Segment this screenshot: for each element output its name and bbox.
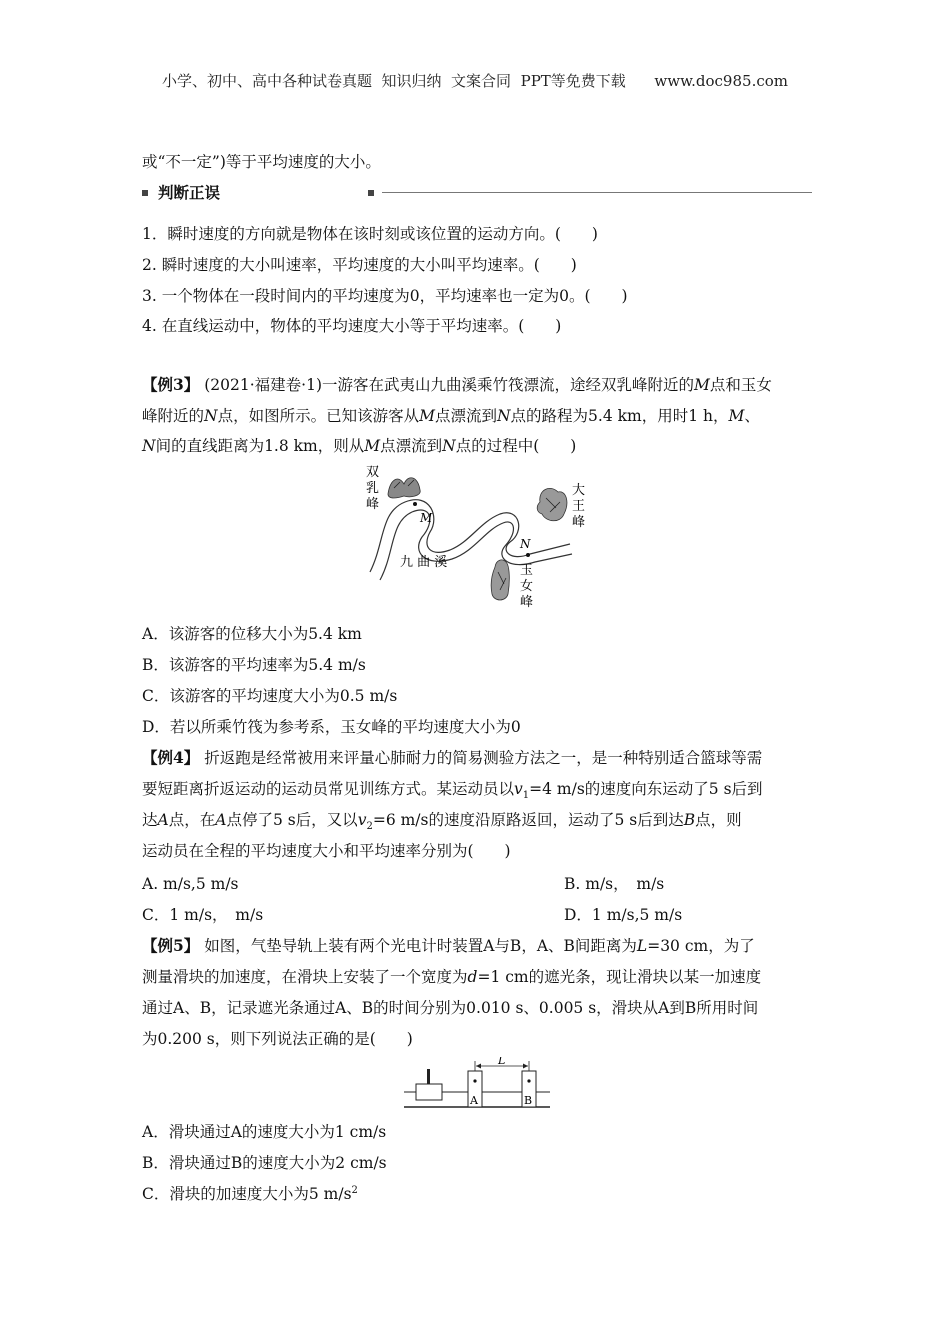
peak2-label-vertical: 大王峰 <box>572 483 586 530</box>
peak1-label-vertical: 双乳峰 <box>366 465 380 512</box>
gate-b-dot <box>527 1079 530 1082</box>
length-label: L <box>498 1057 506 1067</box>
example3-line-1: 【例3】 (2021·福建卷·1)一游客在武夷山九曲溪乘竹筏漂流，途经双乳峰附近的M点和玉女 <box>142 375 772 394</box>
example4-option-c: C．1 m/s， m/s <box>142 906 264 924</box>
judgment-item: 2. 瞬时速度的大小叫速率，平均速度的大小叫平均速率。( ) <box>142 256 577 274</box>
judgment-item: 4. 在直线运动中，物体的平均速度大小等于平均速率。( ) <box>142 317 562 335</box>
peak3-label-vertical: 玉女峰 <box>520 563 534 610</box>
example-label: 【例4】 <box>142 748 200 767</box>
section-title: 判断正误 <box>158 184 221 202</box>
river-map-figure <box>360 462 600 612</box>
example4-line-1: 【例4】 折返跑是经常被用来评量心肺耐力的简易测验方法之一，是一种特别适合篮球等需 <box>142 748 763 767</box>
gate-b-label: B <box>524 1094 533 1107</box>
intro-line: 或“不一定”)等于平均速度的大小。 <box>142 153 381 171</box>
example5-line-1: 【例5】 如图，气垫导轨上装有两个光电计时装置A与B，A、B间距离为L=30 cm，为了 <box>142 936 755 955</box>
gate-a-label: A <box>470 1094 478 1107</box>
example4-option-a: A. m/s,5 m/s <box>142 875 239 893</box>
example5-line-4: 为0.200 s，则下列说法正确的是( ) <box>142 1030 413 1048</box>
example-label: 【例5】 <box>142 936 200 955</box>
point-n-label: N <box>520 537 531 551</box>
example3-option-a: A．该游客的位移大小为5.4 km <box>142 625 362 643</box>
example3-line-3: N间的直线距离为1.8 km，则从M点漂流到N点的过程中( ) <box>142 437 577 455</box>
judgment-item: 1．瞬时速度的方向就是物体在该时刻或该位置的运动方向。( ) <box>142 225 598 243</box>
example4-line-2: 要短距离折返运动的运动员常见训练方式。某运动员以$v_1=4$ m/s的速度向东运动了5 s后到 <box>142 780 763 802</box>
river-label: 九 曲 溪 <box>400 555 448 570</box>
example4-option-d: D．1 m/s,5 m/s <box>564 906 683 924</box>
example4-options-row-2 <box>142 903 822 927</box>
bullet-square <box>368 190 374 196</box>
point-m-label: M <box>420 511 433 525</box>
air-track-figure <box>400 1057 560 1113</box>
example4-line-4: 运动员在全程的平均速度大小和平均速率分别为( ) <box>142 842 511 860</box>
gate-a-dot <box>473 1079 476 1082</box>
example3-option-c: C．该游客的平均速度大小为0.5 m/s <box>142 687 398 705</box>
example5-option-c: C．滑块的加速度大小为5 $m/s^2$ <box>142 1184 358 1203</box>
example3-option-b: B．该游客的平均速率为5.4 m/s <box>142 656 366 674</box>
example5-option-a: A．滑块通过A的速度大小为1 cm/s <box>142 1123 387 1141</box>
page-header: 小学、初中、高中各种试卷真题 知识归纳 文案合同 PPT等免费下载 www.doc985.com <box>161 72 788 90</box>
yunv-peak-icon <box>491 560 509 600</box>
example5-line-2: 测量滑块的加速度，在滑块上安装了一个宽度为d=1 cm的遮光条，现让滑块以某一加速度 <box>142 968 762 986</box>
point-n-marker <box>526 553 530 557</box>
slider-block <box>416 1084 442 1100</box>
example4-option-b: B. m/s， m/s <box>564 875 665 893</box>
example3-line-2: 峰附近的N点，如图所示。已知该游客从M点漂流到N点的路程为5.4 km，用时1 h，M、 <box>142 407 760 425</box>
point-m-marker <box>413 502 417 506</box>
light-shield-strip <box>427 1069 430 1084</box>
example4-line-3: 达A点，在A点停了5 s后，又以$v_2=6$ m/s的速度沿原路返回，运动了5 s后到达B点，则 <box>142 811 742 833</box>
example5-line-3: 通过A、B，记录遮光条通过A、B的时间分别为0.010 s、0.005 s，滑块从A到B所用时间 <box>142 999 759 1017</box>
example5-option-b: B．滑块通过B的速度大小为2 cm/s <box>142 1154 387 1172</box>
bullet-square <box>142 190 148 196</box>
dawang-peak-icon <box>537 488 567 520</box>
divider <box>382 192 812 193</box>
example-label: 【例3】 <box>142 375 200 394</box>
judgment-item: 3. 一个物体在一段时间内的平均速度为0，平均速率也一定为0。( ) <box>142 287 628 305</box>
section-judgment <box>142 182 812 204</box>
example3-option-d: D．若以所乘竹筏为参考系，玉女峰的平均速度大小为0 <box>142 718 521 736</box>
shuangru-peak-icon <box>388 478 420 498</box>
example4-options-row-1 <box>142 872 822 896</box>
